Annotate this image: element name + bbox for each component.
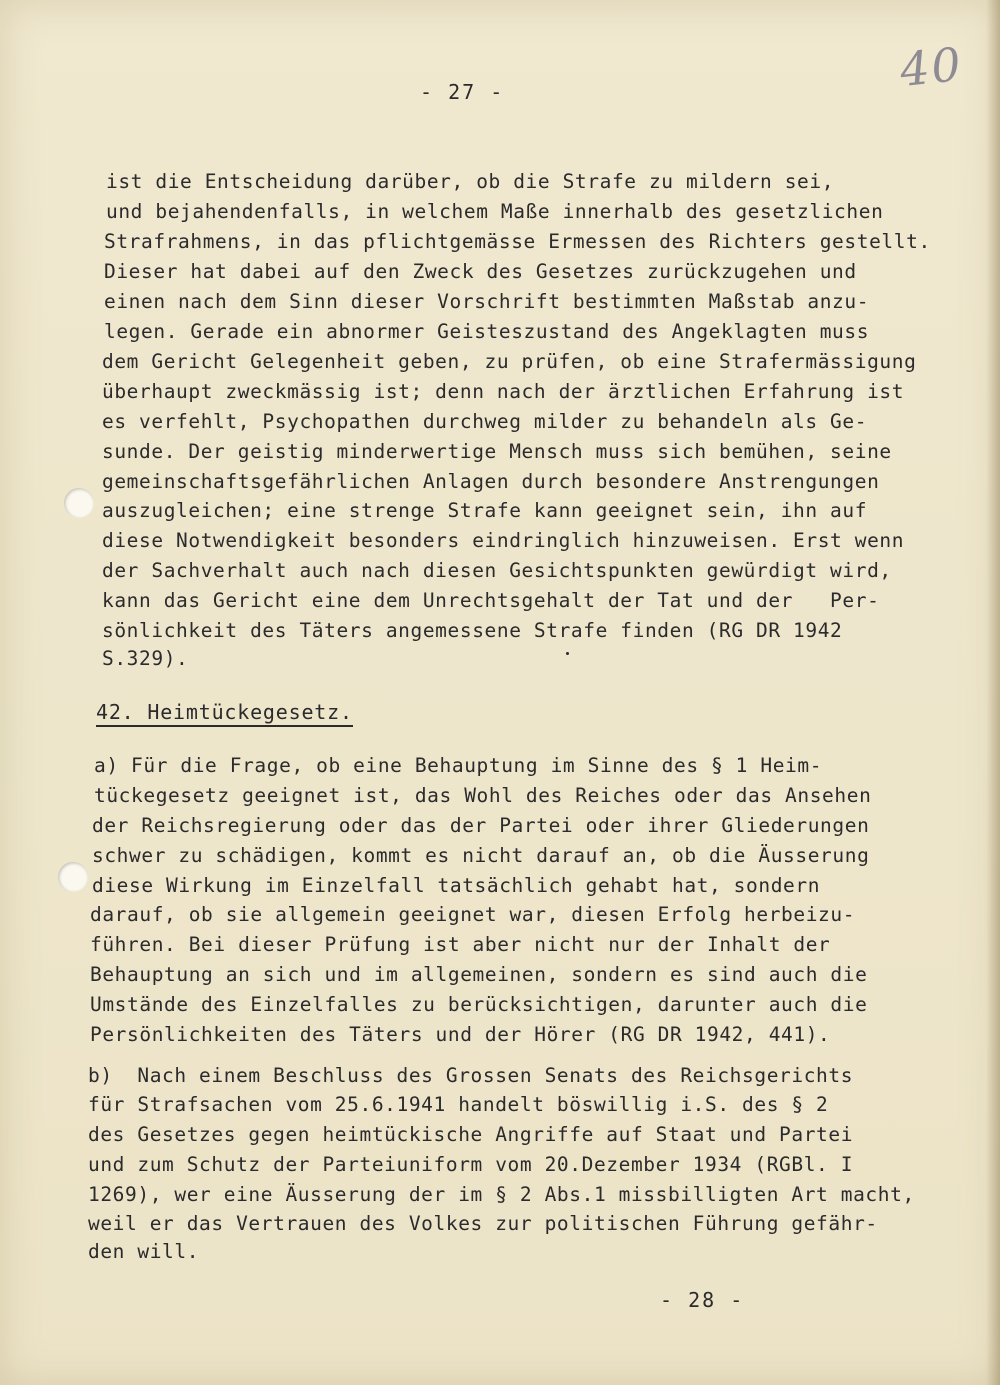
text-line: kann das Gericht eine dem Unrechtsgehalt der Tat und der Per- <box>102 589 880 612</box>
text-line: legen. Gerade ein abnormer Geisteszustand des Angeklagten muss <box>104 320 870 343</box>
text-line: dem Gericht Gelegenheit geben, zu prüfen, ob eine Strafermässigung <box>102 350 917 373</box>
text-line: und bejahendenfalls, in welchem Maße innerhalb des gesetzlichen <box>106 200 884 223</box>
text-line: tückegesetz geeignet ist, das Wohl des Reiches oder das Ansehen <box>94 784 872 807</box>
text-line: diese Wirkung im Einzelfall tatsächlich gehabt hat, sondern <box>92 874 821 897</box>
text-line: darauf, ob sie allgemein geeignet war, diesen Erfolg herbeizu- <box>90 903 856 926</box>
text-line: es verfehlt, Psychopathen durchweg milder zu behandeln als Ge- <box>102 410 868 433</box>
text-line: einen nach dem Sinn dieser Vorschrift bestimmten Maßstab anzu- <box>104 290 870 313</box>
text-line: schwer zu schädigen, kommt es nicht darauf an, ob die Äusserung <box>92 844 870 867</box>
text-line: sönlichkeit des Täters angemessene Strafe finden (RG DR 1942 <box>102 619 843 642</box>
text-line: des Gesetzes gegen heimtückische Angriffe auf Staat und Partei <box>88 1123 854 1146</box>
text-line: für Strafsachen vom 25.6.1941 handelt böswillig i.S. des § 2 <box>88 1093 829 1116</box>
text-line: der Reichsregierung oder das der Partei oder ihrer Gliederungen <box>92 814 870 837</box>
text-line: den will. <box>88 1240 200 1263</box>
handwritten-page-number: 40 <box>897 36 966 98</box>
text-line: a) Für die Frage, ob eine Behauptung im Sinne des § 1 Heim- <box>94 754 823 777</box>
text-line: S.329). <box>102 647 189 670</box>
text-line: Behauptung an sich und im allgemeinen, sondern es sind auch die <box>90 963 868 986</box>
text-line: Dieser hat dabei auf den Zweck des Gesetzes zurückzugehen und <box>104 260 857 283</box>
text-line: und zum Schutz der Parteiuniform vom 20.Dezember 1934 (RGBl. I <box>88 1153 854 1176</box>
text-line: der Sachverhalt auch nach diesen Gesichtspunkten gewürdigt wird, <box>102 559 892 582</box>
section-heading: 42. Heimtückegesetz. <box>96 700 353 727</box>
punch-hole <box>64 488 94 518</box>
text-line: ist die Entscheidung darüber, ob die Strafe zu mildern sei, <box>106 170 835 193</box>
text-line: überhaupt zweckmässig ist; denn nach der ärztlichen Erfahrung ist <box>102 380 905 403</box>
page-number-top: - 27 - <box>420 80 505 104</box>
page-edge-shadow <box>986 0 1000 1385</box>
text-line: gemeinschaftsgefährlichen Anlagen durch besondere Anstrengungen <box>102 470 880 493</box>
text-line: weil er das Vertrauen des Volkes zur politischen Führung gefähr- <box>88 1212 878 1235</box>
ink-dot <box>566 652 569 655</box>
text-line: sunde. Der geistig minderwertige Mensch muss sich bemühen, seine <box>102 440 892 463</box>
text-line: Strafrahmens, in das pflichtgemässe Ermessen des Richters gestellt. <box>104 230 931 253</box>
text-line: b) Nach einem Beschluss des Grossen Senats des Reichsgerichts <box>88 1064 854 1087</box>
text-line: diese Notwendigkeit besonders eindringlich hinzuweisen. Erst wenn <box>102 529 905 552</box>
text-line: Persönlichkeiten des Täters und der Hörer (RG DR 1942, 441). <box>90 1023 831 1046</box>
text-line: auszugleichen; eine strenge Strafe kann geeignet sein, ihn auf <box>102 499 868 522</box>
page-number-bottom: - 28 - <box>660 1288 745 1312</box>
text-line: führen. Bei dieser Prüfung ist aber nicht nur der Inhalt der <box>90 933 831 956</box>
text-line: 1269), wer eine Äusserung der im § 2 Abs.1 missbilligten Art macht, <box>88 1183 915 1206</box>
punch-hole <box>58 862 88 892</box>
text-line: Umstände des Einzelfalles zu berücksichtigen, darunter auch die <box>90 993 868 1016</box>
